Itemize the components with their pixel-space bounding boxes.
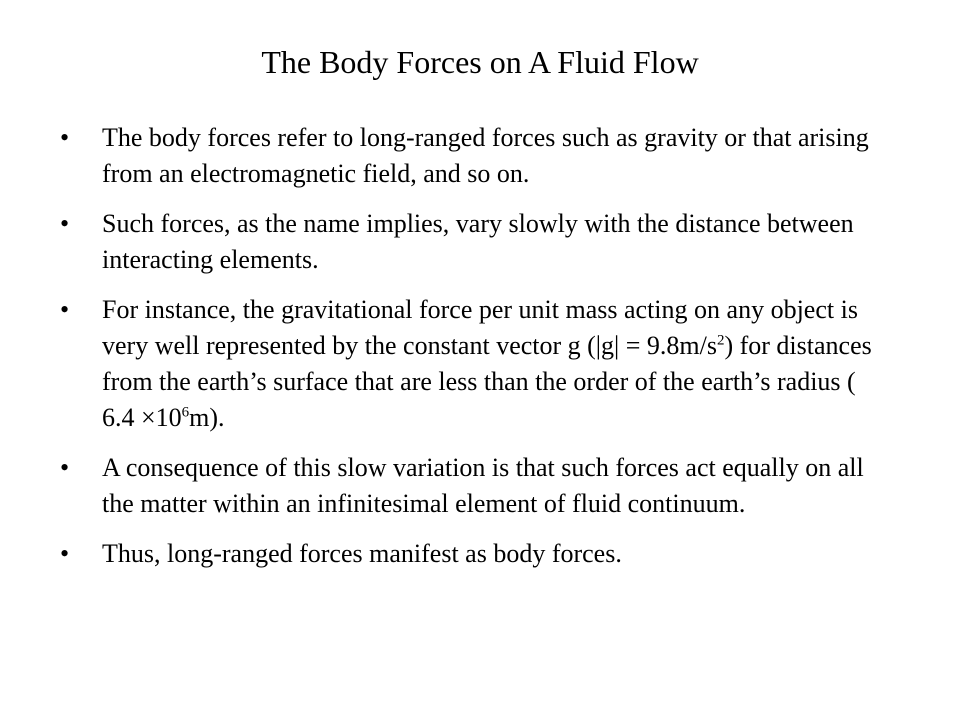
bullet-text: Thus, long-ranged forces manifest as body forces. (102, 539, 622, 568)
bullet-item-5 (60, 536, 880, 572)
bullet-item-2 (60, 206, 880, 278)
bullet-icon: • (60, 539, 70, 568)
bullet-text-part: m). (189, 403, 225, 432)
bullet-list (60, 120, 880, 572)
bullet-text: The body forces refer to long-ranged forces such as gravity or that arising from an electromagnetic field, and so on. (102, 123, 869, 188)
bullet-text-part: For instance, the gravitational force per unit mass acting on any object is very well represented by the constant vector g (|g| = 9.8m/s (102, 295, 858, 360)
bullet-icon: • (60, 209, 70, 238)
bullet-icon: • (60, 453, 70, 482)
slide-title: The Body Forces on A Fluid Flow (261, 44, 699, 80)
superscript: 6 (181, 404, 190, 421)
superscript: 2 (716, 332, 725, 349)
bullet-text: Such forces, as the name implies, vary slowly with the distance between interacting elements. (102, 209, 854, 274)
bullet-icon: • (60, 123, 70, 152)
bullet-text: A consequence of this slow variation is that such forces act equally on all the matter within an infinitesimal element of fluid continuum. (102, 453, 864, 518)
bullet-item-3 (60, 292, 880, 436)
bullet-item-1 (60, 120, 880, 192)
bullet-item-4 (60, 450, 880, 522)
bullet-text (102, 295, 872, 432)
bullet-icon: • (60, 295, 70, 324)
bullet-text-part: ) for distances from the earth’s surface that are less than the order of the earth’s radius ( 6.4 ×10 (102, 331, 872, 432)
